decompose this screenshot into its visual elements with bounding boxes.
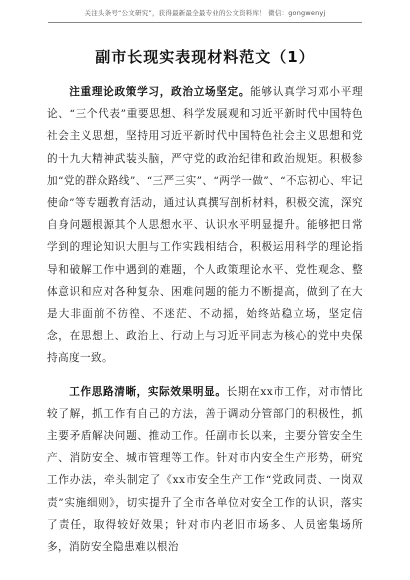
paragraph-political-stance xyxy=(47,81,363,370)
document-title: 副市长现实表现材料范文（1） xyxy=(95,48,315,66)
paragraph-lead: 注重理论政策学习，政治立场坚定。 xyxy=(69,86,251,98)
header-note: 关注头条号“公文研究”，获得最新最全最专业的公文资料库！ 微信：gongwenyj xyxy=(84,9,326,17)
header-divider xyxy=(48,22,362,23)
paragraph-text: 长期在xx市工作，对市情比较了解，抓工作有自己的方法，善于调动分管部门的积极性，抓主要矛盾解决问题、推动工作。任副市长以来，主要分管安全生产、消防安全、城市管理等工作。针对市内安全生产形势，研究工作办法，牵头制定了《xx市安全生产工作“党政同责、一岗双责”实施细则》，切实提升了全市各单位对安全工作的认识，落实了责任，取得较好效果；针对市内老旧市场多、人员密集场所多，消防安全隐患难以根治 xyxy=(47,385,363,554)
paragraph-text: 能够认真学习邓小平理论、“三个代表”重要思想、科学发展观和习近平新时代中国特色社会主义思想，坚持用习近平新时代中国特色社会主义思想和党的十九大精神武装头脑，严守党的政治纪律和政治规矩。积极参加“党的群众路线”、“三严三实”、“两学一做”、“不忘初心、牢记使命”等专题教育活动，通过认真撰写剖析材料，积极交流，深究自身问题根源其个人思想水平、认识水平明显提升。能够把日常学到的理论知识大胆与工作实践相结合，积极运用科学的理论指导和破解工作中遇到的难题，个人政策理论水平、党性观念、整体意识和应对各种复杂、困难问题的能力不断提高，做到了在大是大非面前不彷徨、不迷茫、不动摇，始终站稳立场，坚定信念，在思想上、政治上、行动上与习近平同志为核心的党中央保持高度一致。 xyxy=(47,86,364,365)
document-body xyxy=(47,81,363,569)
paragraph-work-approach xyxy=(47,381,363,559)
paragraph-lead: 工作思路清晰，实际效果明显。 xyxy=(69,385,227,398)
